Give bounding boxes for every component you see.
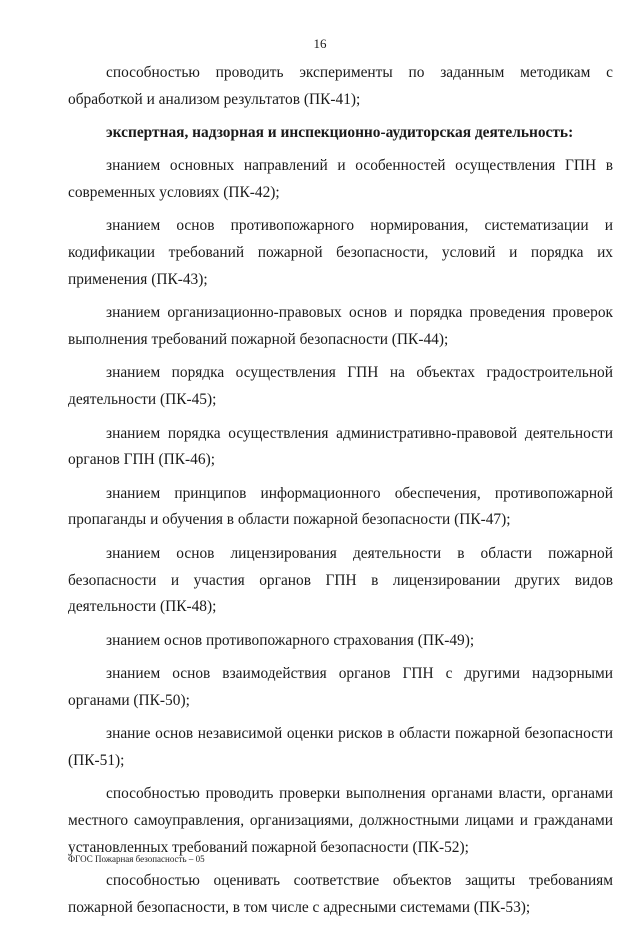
paragraph-pk44: знанием организационно-правовых основ и порядка проведения проверок выполнения требований пожарной безопасности (ПК-44); (68, 304, 613, 349)
paragraph-pk50: знанием основ взаимодействия органов ГПН с другими надзорными органами (ПК-50); (68, 664, 613, 709)
paragraph-pk49: знанием основ противопожарного страхования (ПК-49); (106, 631, 475, 649)
page-footer: ФГОС Пожарная безопасность – 05 (68, 854, 205, 864)
paragraph-pk47: знанием принципов информационного обеспечения, противопожарной пропаганды и обучения в области пожарной безопасности (ПК-47); (68, 484, 613, 529)
paragraph-pk52: способностью проводить проверки выполнения органами власти, органами местного самоуправления, организациями, должностными лицами и гражданами установленных требований пожарной безопасности (ПК-52); (68, 785, 613, 856)
page-number: 16 (313, 36, 327, 51)
section-heading-expert-activity: экспертная, надзорная и инспекционно-аудиторская деятельность: (106, 124, 574, 142)
paragraph-pk53: способностью оценивать соответствие объектов защиты требованиям пожарной безопасности, в том числе с адресными системами (ПК-53); (68, 872, 613, 916)
paragraph-pk45: знанием порядка осуществления ГПН на объектах градостроительной деятельности (ПК-45); (68, 364, 613, 409)
paragraph-pk46: знанием порядка осуществления административно-правовой деятельности органов ГПН (ПК-46); (68, 424, 613, 469)
paragraph-pk51: знание основ независимой оценки рисков в области пожарной безопасности (ПК-51); (68, 725, 613, 769)
paragraph-pk41: способностью проводить эксперименты по заданным методикам с обработкой и анализом результатов (ПК-41); (68, 64, 613, 108)
paragraph-pk43: знанием основ противопожарного нормирования, систематизации и кодификации требований пожарной безопасности, условий и порядка их применения (ПК-43); (68, 217, 613, 289)
paragraph-pk48: знанием основ лицензирования деятельности в области пожарной безопасности и участия органов ГПН в лицензировании других видов деятельности (ПК-48); (68, 544, 613, 616)
document-body (68, 60, 613, 928)
paragraph-pk42: знанием основных направлений и особенностей осуществления ГПН в современных условиях (ПК-42); (68, 157, 613, 202)
